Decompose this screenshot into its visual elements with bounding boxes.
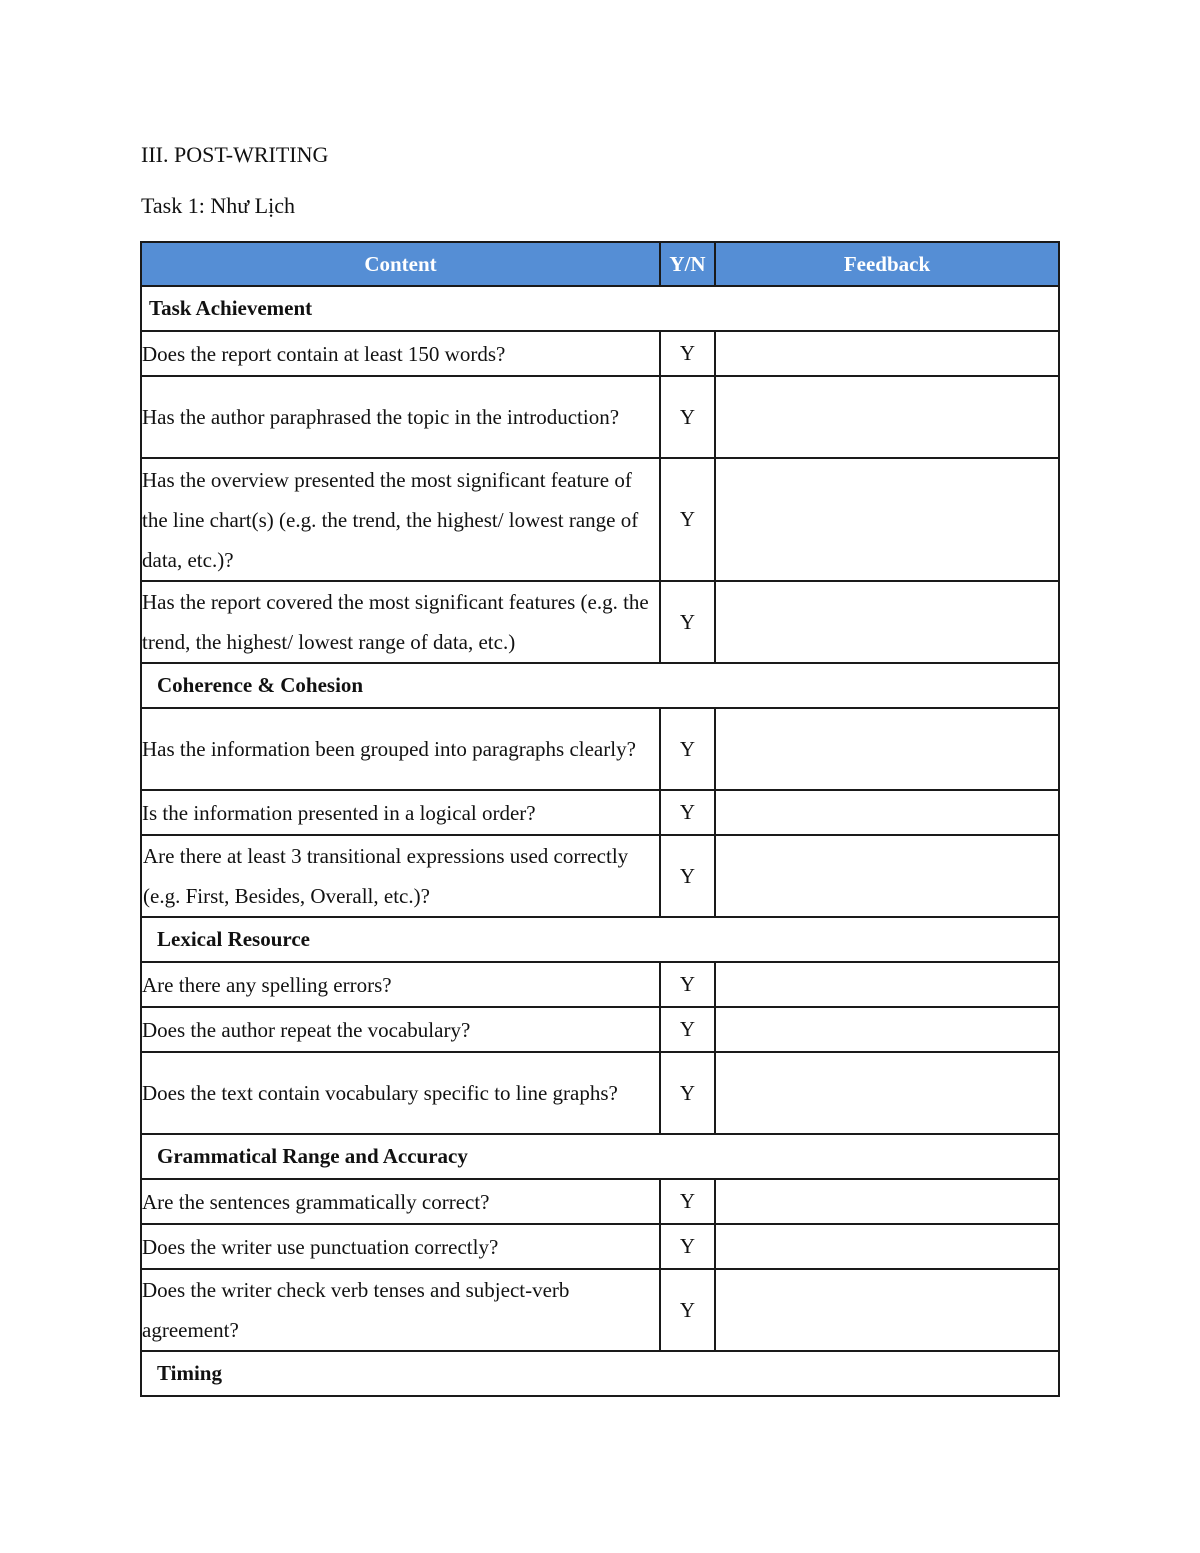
header-yn: Y/N xyxy=(660,242,715,286)
table-row xyxy=(141,1052,1059,1134)
question-cell: Does the writer use punctuation correctly? xyxy=(141,1224,660,1269)
question-cell: Has the overview presented the most significant feature of the line chart(s) (e.g. the trend, the highest/ lowest range of data, etc.)? xyxy=(141,458,660,581)
question-cell: Does the report contain at least 150 words? xyxy=(141,331,660,376)
section-title: Lexical Resource xyxy=(141,917,1059,962)
yn-cell: Y xyxy=(660,331,715,376)
question-cell: Are the sentences grammatically correct? xyxy=(141,1179,660,1224)
feedback-cell[interactable] xyxy=(715,835,1059,917)
header-feedback: Feedback xyxy=(715,242,1059,286)
question-cell: Does the author repeat the vocabulary? xyxy=(141,1007,660,1052)
section-title: Coherence & Cohesion xyxy=(141,663,1059,708)
table-row xyxy=(141,790,1059,835)
yn-cell: Y xyxy=(660,1052,715,1134)
section-title: Task Achievement xyxy=(141,286,1059,331)
table-row xyxy=(141,1269,1059,1351)
section-row-timing xyxy=(141,1351,1059,1396)
feedback-cell[interactable] xyxy=(715,790,1059,835)
question-cell: Does the writer check verb tenses and subject-verb agreement? xyxy=(141,1269,660,1351)
table-row xyxy=(141,458,1059,581)
table-row xyxy=(141,1007,1059,1052)
section-heading: III. POST-WRITING xyxy=(141,142,329,167)
yn-cell: Y xyxy=(660,962,715,1007)
feedback-cell[interactable] xyxy=(715,962,1059,1007)
yn-cell: Y xyxy=(660,1224,715,1269)
task-title: Task 1: Như Lịch xyxy=(141,193,295,218)
question-cell: Has the report covered the most significant features (e.g. the trend, the highest/ lowest range of data, etc.) xyxy=(141,581,660,663)
yn-cell: Y xyxy=(660,376,715,458)
table-row xyxy=(141,1224,1059,1269)
yn-cell: Y xyxy=(660,458,715,581)
table-header-row xyxy=(141,242,1059,286)
question-cell: Has the author paraphrased the topic in the introduction? xyxy=(141,376,660,458)
yn-cell: Y xyxy=(660,581,715,663)
yn-cell: Y xyxy=(660,790,715,835)
section-row-task-achievement xyxy=(141,286,1059,331)
feedback-cell[interactable] xyxy=(715,581,1059,663)
table-row xyxy=(141,835,1059,917)
section-title: Timing xyxy=(141,1351,1059,1396)
section-row-coherence-cohesion xyxy=(141,663,1059,708)
section-row-lexical-resource xyxy=(141,917,1059,962)
feedback-cell[interactable] xyxy=(715,376,1059,458)
question-cell: Has the information been grouped into paragraphs clearly? xyxy=(141,708,660,790)
table-row xyxy=(141,708,1059,790)
header-content: Content xyxy=(141,242,660,286)
question-cell: Does the text contain vocabulary specific to line graphs? xyxy=(141,1052,660,1134)
feedback-cell[interactable] xyxy=(715,458,1059,581)
table-row xyxy=(141,1179,1059,1224)
table-row xyxy=(141,962,1059,1007)
feedback-cell[interactable] xyxy=(715,1269,1059,1351)
yn-cell: Y xyxy=(660,835,715,917)
question-cell: Are there any spelling errors? xyxy=(141,962,660,1007)
feedback-cell[interactable] xyxy=(715,1224,1059,1269)
question-cell: Are there at least 3 transitional expressions used correctly (e.g. First, Besides, Overall, etc.)? xyxy=(141,835,660,917)
table-row xyxy=(141,376,1059,458)
table-row xyxy=(141,331,1059,376)
feedback-cell[interactable] xyxy=(715,708,1059,790)
yn-cell: Y xyxy=(660,1269,715,1351)
yn-cell: Y xyxy=(660,1007,715,1052)
section-row-grammatical-range xyxy=(141,1134,1059,1179)
feedback-cell[interactable] xyxy=(715,1179,1059,1224)
feedback-cell[interactable] xyxy=(715,1052,1059,1134)
table-row xyxy=(141,581,1059,663)
feedback-cell[interactable] xyxy=(715,331,1059,376)
yn-cell: Y xyxy=(660,708,715,790)
section-title: Grammatical Range and Accuracy xyxy=(141,1134,1059,1179)
rubric-table xyxy=(140,241,1060,1397)
yn-cell: Y xyxy=(660,1179,715,1224)
feedback-cell[interactable] xyxy=(715,1007,1059,1052)
question-cell: Is the information presented in a logical order? xyxy=(141,790,660,835)
